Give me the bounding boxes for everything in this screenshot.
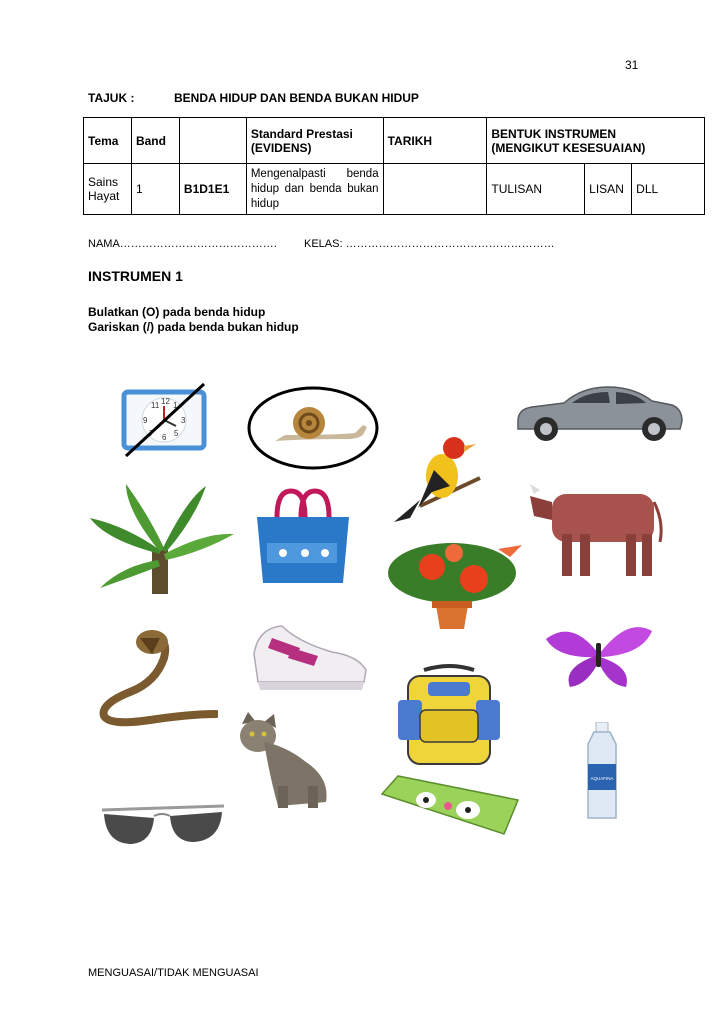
bird-picture[interactable]: [390, 430, 485, 533]
cow-picture[interactable]: [528, 472, 666, 585]
cell-tarikh: [383, 164, 487, 215]
nama-field[interactable]: NAMA…………………………………….: [88, 238, 277, 250]
butterfly-picture[interactable]: [542, 615, 654, 696]
cat-icon: [234, 712, 344, 812]
bottle-picture[interactable]: [582, 722, 622, 827]
flower-picture[interactable]: [382, 535, 528, 638]
svg-text:5: 5: [174, 429, 179, 438]
instrumen-title: INSTRUMEN 1: [88, 268, 183, 284]
cell-band: 1: [131, 164, 179, 215]
water-bottle-icon: [582, 722, 622, 822]
svg-text:12: 12: [161, 397, 170, 406]
cell-tulisan: TULISAN: [487, 164, 585, 215]
header-band: Band: [131, 118, 179, 164]
header-tarikh: TARIKH: [383, 118, 487, 164]
cell-code: B1D1E1: [179, 164, 246, 215]
svg-text:1: 1: [173, 401, 178, 410]
svg-text:6: 6: [162, 433, 167, 442]
flower-pot-icon: [382, 535, 528, 633]
bird-icon: [390, 430, 485, 528]
car-picture[interactable]: [512, 375, 684, 452]
footer-text: MENGUASAI/TIDAK MENGUASAI: [88, 967, 259, 979]
header-standard-line1: Standard Prestasi: [250, 126, 353, 141]
banana-plant-icon: [86, 480, 236, 598]
table-row: [84, 164, 705, 215]
cobra-icon: [90, 628, 218, 730]
header-bentuk-line1: BENTUK INSTRUMEN: [491, 126, 617, 141]
tajuk-value: BENDA HIDUP DAN BENDA BUKAN HIDUP: [174, 91, 419, 105]
cell-evidens: Mengenalpasti benda hidup dan benda bukan hidup: [246, 164, 383, 215]
cell-tema-line1: Sains: [88, 175, 119, 189]
tote-bag-icon: [253, 487, 353, 587]
cell-tema-line2: Hayat: [88, 189, 120, 203]
page-number: 31: [625, 58, 639, 72]
bottle-label: AQUAFINA: [590, 776, 614, 781]
plant-picture[interactable]: [86, 480, 236, 603]
sunglasses-icon: [98, 800, 228, 852]
shoe-picture[interactable]: [248, 618, 370, 699]
instruction-circle: Bulatkan (O) pada benda hidup: [88, 305, 266, 319]
header-bentuk-line2: (MENGIKUT KESESUAIAN): [491, 140, 646, 155]
header-tema: Tema: [84, 118, 132, 164]
shoe-icon: [248, 618, 370, 694]
butterfly-icon: [542, 615, 654, 691]
header-standard: [246, 118, 383, 164]
pencil-box-icon: [378, 770, 520, 840]
car-icon: [512, 375, 684, 447]
header-standard-line2: (EVIDENS): [250, 140, 312, 155]
table-header-row: [84, 118, 705, 164]
bag-picture[interactable]: [253, 487, 353, 592]
tajuk-label: TAJUK :: [88, 91, 135, 105]
info-table: [83, 117, 705, 215]
cat-picture[interactable]: [234, 712, 344, 817]
cell-lisan: LISAN: [585, 164, 632, 215]
svg-text:9: 9: [143, 416, 148, 425]
svg-text:11: 11: [151, 401, 160, 410]
snail-picture[interactable]: [245, 383, 381, 478]
header-blank: [179, 118, 246, 164]
backpack-picture[interactable]: [394, 664, 504, 773]
cell-dll: DLL: [632, 164, 705, 215]
backpack-icon: [394, 664, 504, 768]
cell-tema: [84, 164, 132, 215]
cow-icon: [528, 472, 666, 580]
snake-picture[interactable]: [90, 628, 218, 735]
snail-icon: [245, 383, 381, 473]
clock-picture[interactable]: [118, 380, 210, 463]
clock-icon: [118, 380, 210, 458]
pencil-box-picture[interactable]: [378, 770, 520, 845]
instruction-slash: Gariskan (/) pada benda bukan hidup: [88, 320, 299, 334]
kelas-field[interactable]: KELAS: …………………………………………………: [304, 238, 555, 250]
sunglasses-picture[interactable]: [98, 800, 228, 857]
svg-text:3: 3: [181, 416, 186, 425]
header-bentuk: [487, 118, 705, 164]
